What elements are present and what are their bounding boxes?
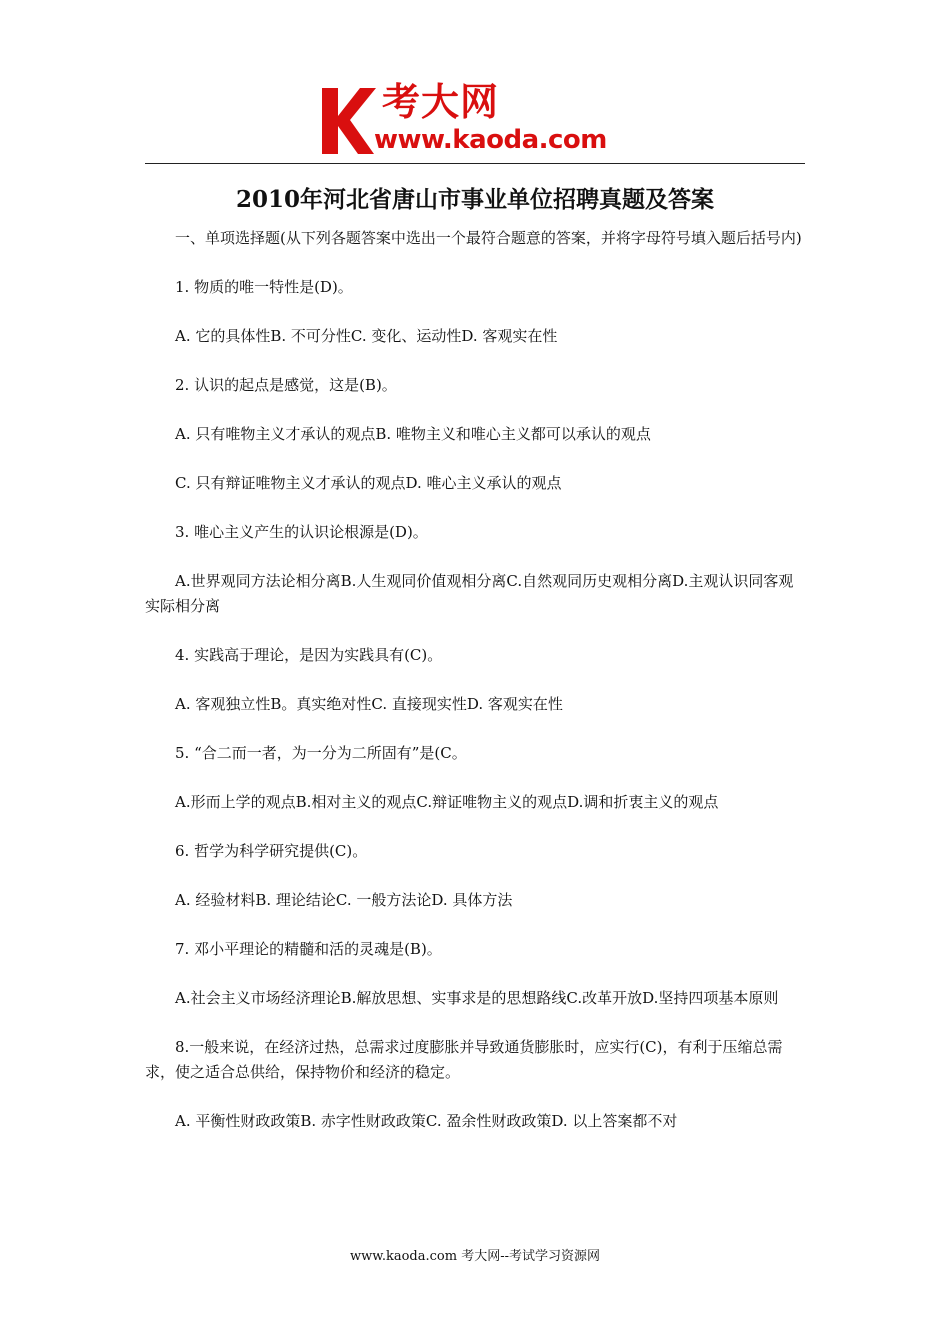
options-2a: A. 只有唯物主义才承认的观点B. 唯物主义和唯心主义都可以承认的观点 xyxy=(175,425,651,443)
options-1: A. 它的具体性B. 不可分性C. 变化、运动性D. 客观实在性 xyxy=(175,327,558,345)
options-3: A.世界观同方法论相分离B.人生观同价值观相分离C.自然观同历史观相分离D.主观认识同客观实际相分离 xyxy=(145,572,794,615)
page-footer[interactable]: www.kaoda.com 考大网--考试学习资源网 xyxy=(350,1249,600,1264)
question-4: 4. 实践高于理论，是因为实践具有(C)。 xyxy=(175,646,443,664)
header-divider xyxy=(145,163,805,164)
question-3: 3. 唯心主义产生的认识论根源是(D)。 xyxy=(175,523,428,541)
logo-text: 考大网 xyxy=(382,80,500,124)
logo-k-icon xyxy=(318,80,378,160)
options-5: A.形而上学的观点B.相对主义的观点C.辩证唯物主义的观点D.调和折衷主义的观点 xyxy=(175,793,719,811)
page-title: 2010年河北省唐山市事业单位招聘真题及答案 xyxy=(235,186,714,213)
question-7: 7. 邓小平理论的精髓和活的灵魂是(B)。 xyxy=(175,940,442,958)
options-6: A. 经验材料B. 理论结论C. 一般方法论D. 具体方法 xyxy=(175,891,513,909)
options-8: A. 平衡性财政政策B. 赤字性财政政策C. 盈余性财政政策D. 以上答案都不对 xyxy=(175,1112,678,1130)
question-5: 5. “合二而一者，为一分为二所固有”是(C。 xyxy=(175,744,467,762)
options-7: A.社会主义市场经济理论B.解放思想、实事求是的思想路线C.改革开放D.坚持四项基本原则 xyxy=(175,989,779,1007)
question-1: 1. 物质的唯一特性是(D)。 xyxy=(175,278,353,296)
question-6: 6. 哲学为科学研究提供(C)。 xyxy=(175,842,368,860)
question-2: 2. 认识的起点是感觉，这是(B)。 xyxy=(175,376,397,394)
paragraph-instructions: 一、单项选择题(从下列各题答案中选出一个最符合题意的答案，并将字母符号填入题后括号内) xyxy=(175,229,802,247)
options-2b: C. 只有辩证唯物主义才承认的观点D. 唯心主义承认的观点 xyxy=(175,474,562,492)
logo-url: www.kaoda.com xyxy=(374,125,607,155)
document-body xyxy=(145,226,807,1158)
site-logo[interactable] xyxy=(318,80,638,160)
question-8: 8.一般来说，在经济过热，总需求过度膨胀并导致通货膨胀时，应实行(C)，有利于压缩总需求，使之适合总供给，保持物价和经济的稳定。 xyxy=(145,1038,783,1081)
options-4: A. 客观独立性B。真实绝对性C. 直接现实性D. 客观实在性 xyxy=(175,695,563,713)
